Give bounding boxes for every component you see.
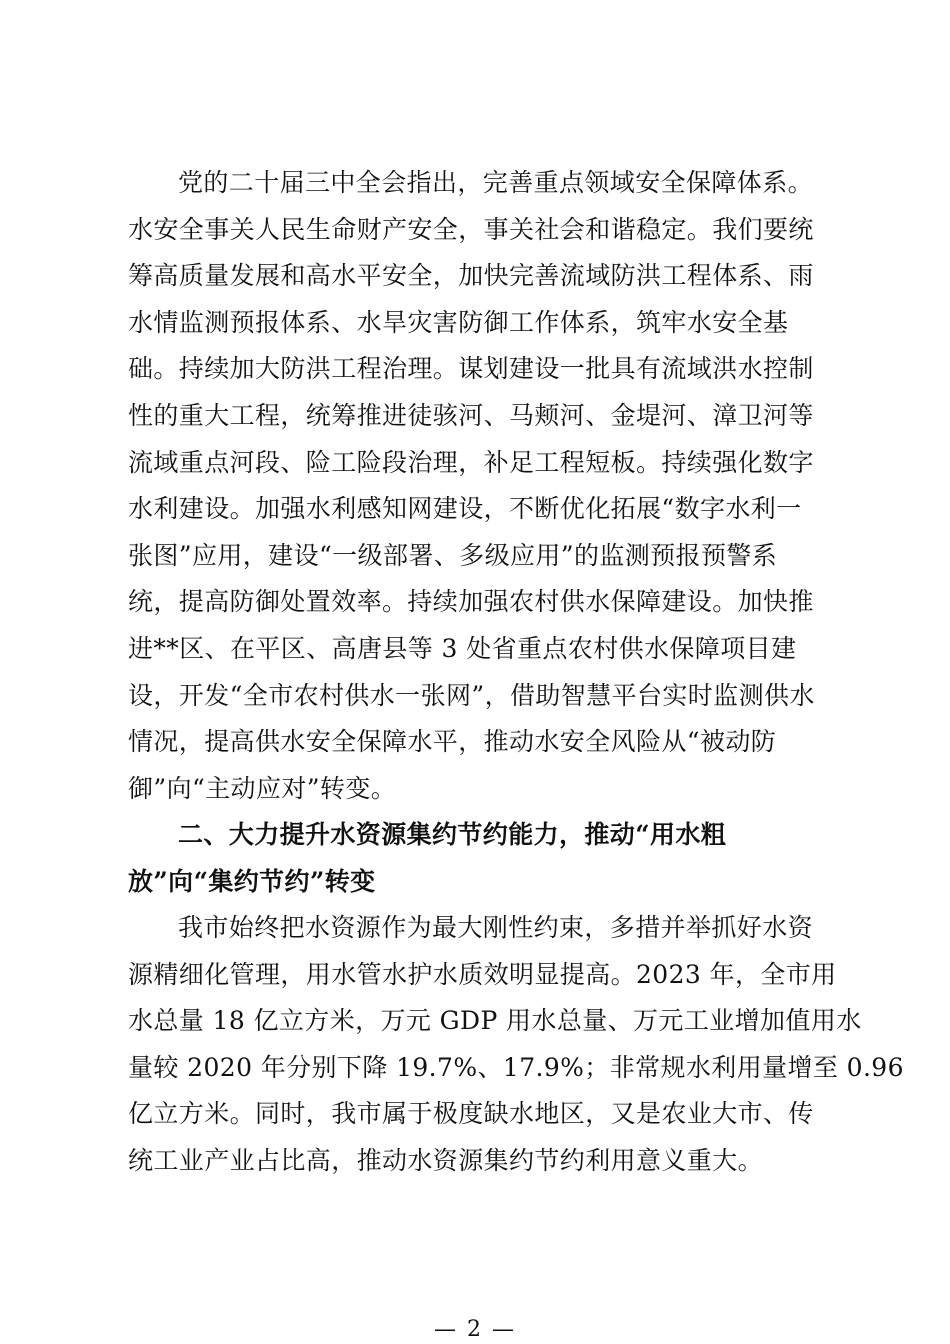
text-line: 设，开发“全市农村供水一张网”，借助智慧平台实时监测供水 <box>128 680 815 710</box>
text-line: 流域重点河段、险工险段治理，补足工程短板。持续强化数字 <box>128 447 814 477</box>
text-line: 量较 2020 年分别下降 19.7%、17.9%；非常规水利用量增至 0.96 <box>128 1052 904 1082</box>
heading-line: 放”向“集约节约”转变 <box>128 866 376 896</box>
text-line: 统，提高防御处置效率。持续加强农村供水保障建设。加快推 <box>128 587 814 617</box>
heading-line: 二、大力提升水资源集约节约能力，推动“用水粗 <box>178 820 727 849</box>
text-line: 源精细化管理，用水管水护水质效明显提高。2023 年，全市用 <box>128 959 837 989</box>
text-line: 水安全事关人民生命财产安全，事关社会和谐稳定。我们要统 <box>128 214 814 244</box>
text-line: 情况，提高供水安全保障水平，推动水安全风险从“被动防 <box>128 727 777 757</box>
text-line: 水总量 18 亿立方米，万元 GDP 用水总量、万元工业增加值用水 <box>128 1006 862 1036</box>
text-line: 水利建设。加强水利感知网建设，不断优化拓展“数字水利一 <box>128 494 802 524</box>
text-line: 统工业产业占比高，推动水资源集约节约利用意义重大。 <box>128 1145 764 1175</box>
text-line: 性的重大工程，统筹推进徒骇河、马颊河、金堤河、漳卫河等 <box>128 400 814 430</box>
page-number: — 2 — <box>434 1317 516 1342</box>
paragraph-water-security <box>128 160 840 812</box>
text-line: 础。持续加大防洪工程治理。谋划建设一批具有流域洪水控制 <box>128 354 814 384</box>
text-line: 进**区、在平区、高唐县等 3 处省重点农村供水保障项目建 <box>128 633 797 663</box>
text-line: 党的二十届三中全会指出，完善重点领域安全保障体系。 <box>178 168 814 197</box>
text-line: 亿立方米。同时，我市属于极度缺水地区，又是农业大市、传 <box>128 1099 814 1129</box>
text-line: 御”向“主动应对”转变。 <box>128 773 397 803</box>
paragraph-water-resources <box>128 905 904 1185</box>
section-heading <box>128 812 840 905</box>
text-line: 我市始终把水资源作为最大刚性约束，多措并举抓好水资 <box>178 913 814 942</box>
text-line: 水情监测预报体系、水旱灾害防御工作体系，筑牢水安全基 <box>128 307 789 337</box>
text-line: 张图”应用，建设“一级部署、多级应用”的监测预报预警系 <box>128 540 778 570</box>
text-line: 筹高质量发展和高水平安全，加快完善流域防洪工程体系、雨 <box>128 261 814 291</box>
